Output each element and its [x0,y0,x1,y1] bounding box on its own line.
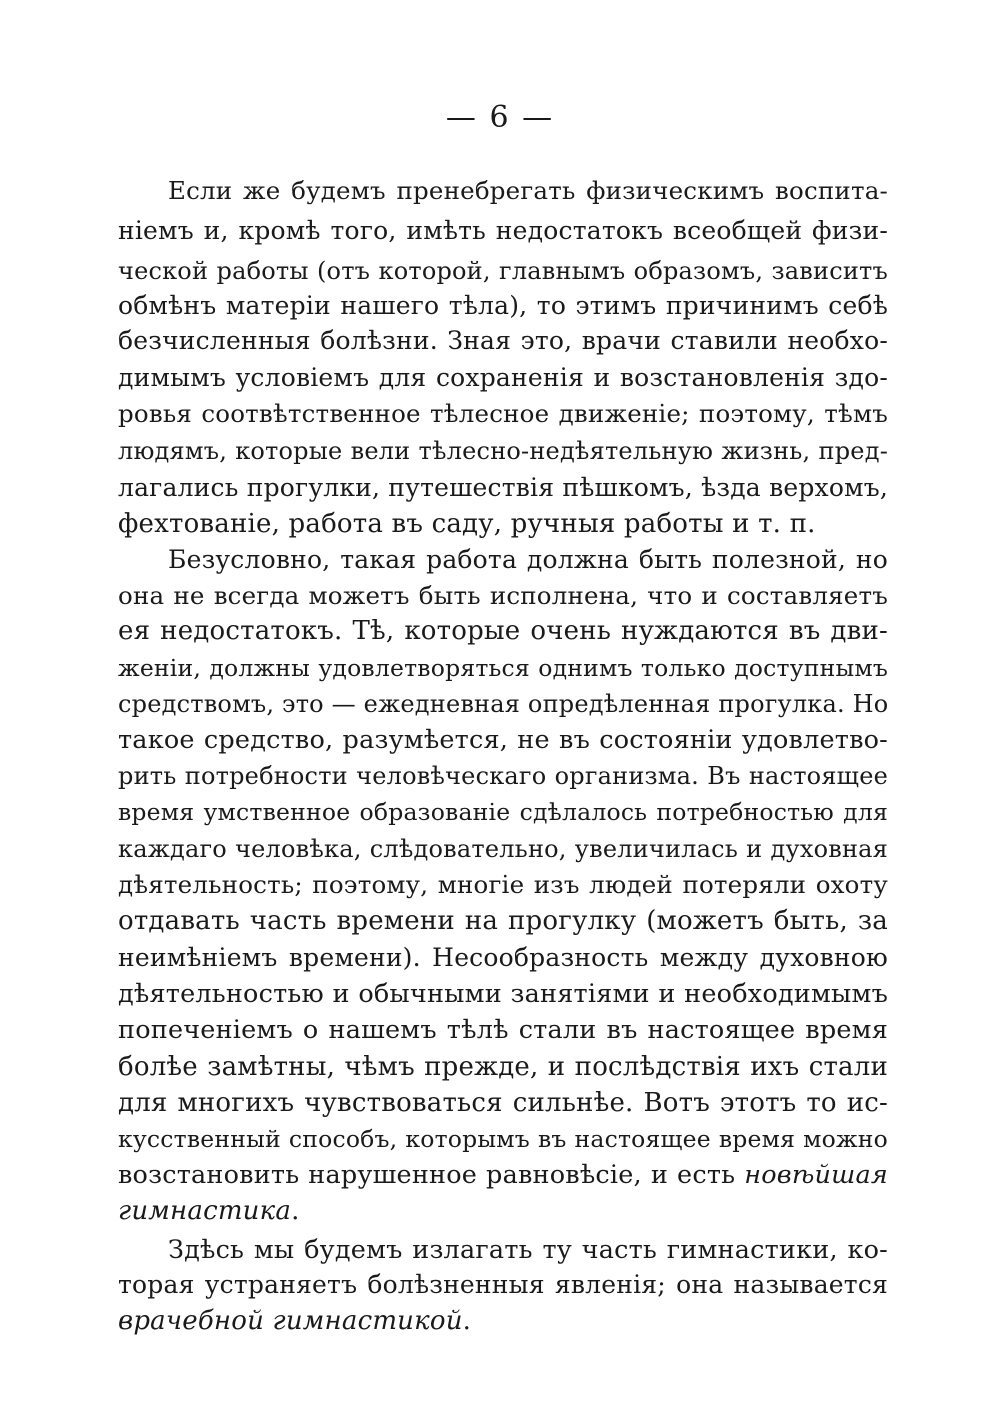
text-line: ея недостатокъ. Тѣ, которые очень нуждаются въ дви- [118,616,888,646]
page-number: — 6 — [445,100,555,135]
text-line-with-italic [118,1158,888,1192]
text-line: людямъ, которые вели тѣлесно-недѣятельную жизнь, пред- [118,437,888,465]
text-line: Если же будемъ пренебрегать физическимъ воспита- [168,176,888,205]
text-line: рить потребности человѣческаго организма. Въ настоящее [118,762,888,790]
text-line-italic [118,1304,888,1338]
text-line: для многихъ чувствоваться сильнѣе. Вотъ этотъ то ис- [118,1088,888,1118]
italic-term: врачебной гимнастикой [118,1306,463,1336]
text-span: возстановить нарушенное равновѣсіе, и есть [118,1160,736,1190]
text-line: димымъ условіемъ для сохраненія и возстановленія здо- [118,363,888,392]
text-line-italic [118,1194,888,1228]
text-line: кусственный способъ, которымъ въ настоящее время можно [118,1125,888,1153]
text-line: дѣятельностью и обычными занятіями и необходимымъ [118,979,888,1009]
text-line: Здѣсь мы будемъ излагать ту часть гимнастики, ко- [168,1235,888,1265]
text-line: ровья соотвѣтственное тѣлесное движеніе; поэтому, тѣмъ [118,399,888,428]
text-line: Безусловно, такая работа должна быть полезной, но [168,545,888,574]
text-line: ческой работы (отъ которой, главнымъ образомъ, зависитъ [118,257,888,285]
text-line: безчисленныя болѣзни. Зная это, врачи ставили необхо- [118,326,888,355]
text-line: она не всегда можетъ быть исполнена, что и составляетъ [118,581,888,610]
text-line: средствомъ, это — ежедневная опредѣленная прогулка. Но [118,690,889,718]
text-line: болѣе замѣтны, чѣмъ прежде, и послѣдствія ихъ стали [118,1052,888,1082]
text-line: неимѣніемъ времени). Несообразность между духовною [118,943,888,972]
punctuation: . [291,1196,300,1226]
text-line: женіи, должны удовлетворяться однимъ только доступнымъ [118,654,888,682]
text-line: каждаго человѣка, слѣдовательно, увеличилась и духовная [118,835,888,863]
text-line: отдавать часть времени на прогулку (можетъ быть, за [118,906,888,936]
text-line: фехтованіе, работа въ саду, ручныя работы и т. п. [118,509,816,539]
text-line: ніемъ и, кромѣ того, имѣть недостатокъ всеобщей физи- [118,216,888,245]
text-line: обмѣнъ матеріи нашего тѣла), то этимъ причинимъ себѣ [118,291,888,320]
punctuation: . [462,1306,472,1336]
italic-term: гимнастика [118,1196,292,1226]
italic-term: новѣйшая [744,1160,889,1190]
text-line: лагались прогулки, путешествія пѣшкомъ, ѣзда верхомъ, [118,473,888,502]
text-line: попеченіемъ о нашемъ тѣлѣ стали въ настоящее время [118,1015,888,1045]
text-line: время умственное образованіе сдѣлалось потребностью для [118,798,888,826]
text-line: торая устраняетъ болѣзненныя явленія; она называется [118,1270,888,1299]
text-line: такое средство, разумѣется, не въ состояніи удовлетво- [118,725,888,755]
text-line: дѣятельность; поэтому, многіе изъ людей потеряли охоту [118,870,888,899]
